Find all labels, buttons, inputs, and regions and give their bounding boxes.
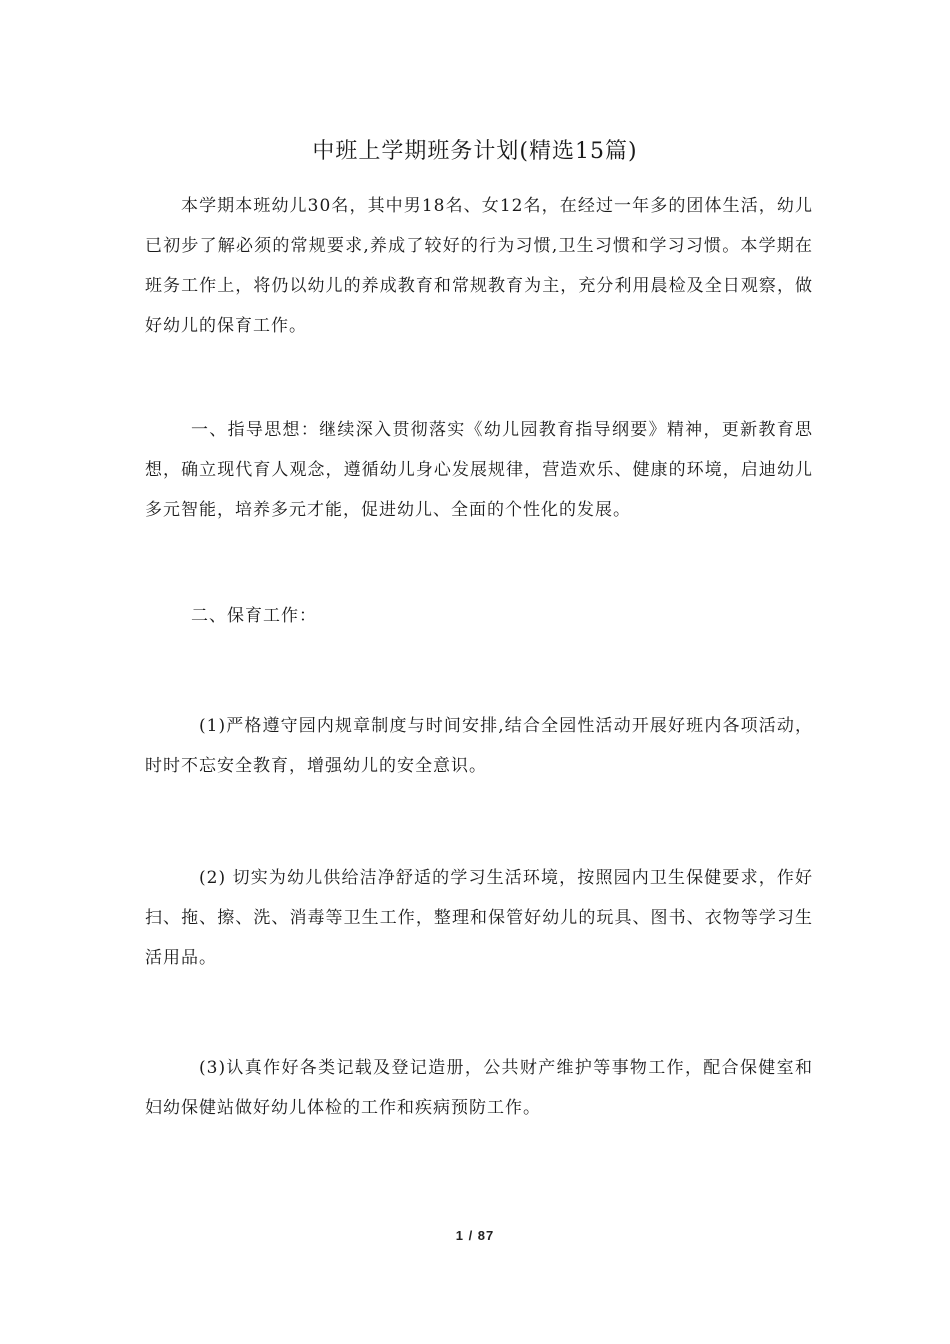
care-item-3: (3)认真作好各类记载及登记造册，公共财产维护等事物工作，配合保健室和妇幼保健站做好幼儿体检的工作和疾病预防工作。 [145, 1058, 813, 1118]
care-item-2: (2) 切实为幼儿供给洁净舒适的学习生活环境，按照园内卫生保健要求，作好扫、拖、擦、洗、消毒等卫生工作，整理和保管好幼儿的玩具、图书、衣物等学习生活用品。 [145, 868, 813, 968]
care-item-1: (1)严格遵守园内规章制度与时间安排,结合全园性活动开展好班内各项活动，时时不忘安全教育，增强幼儿的安全意识。 [145, 716, 813, 776]
care-work-heading: 二、保育工作： [191, 606, 317, 626]
document-title: 中班上学期班务计划(精选15篇) [312, 139, 638, 164]
intro-paragraph: 本学期本班幼儿30名，其中男18名、女12名，在经过一年多的团体生活，幼儿已初步了解必须的常规要求,养成了较好的行为习惯,卫生习惯和学习习惯。本学期在班务工作上，将仍以幼儿的养成教育和常规教育为主，充分利用晨检及全日观察，做好幼儿的保育工作。 [145, 196, 813, 336]
guiding-thought-paragraph: 一、指导思想：继续深入贯彻落实《幼儿园教育指导纲要》精神，更新教育思想，确立现代育人观念，遵循幼儿身心发展规律，营造欢乐、健康的环境，启迪幼儿多元智能，培养多元才能，促进幼儿、全面的个性化的发展。 [145, 420, 813, 520]
page-number: 1 / 87 [455, 1228, 495, 1243]
